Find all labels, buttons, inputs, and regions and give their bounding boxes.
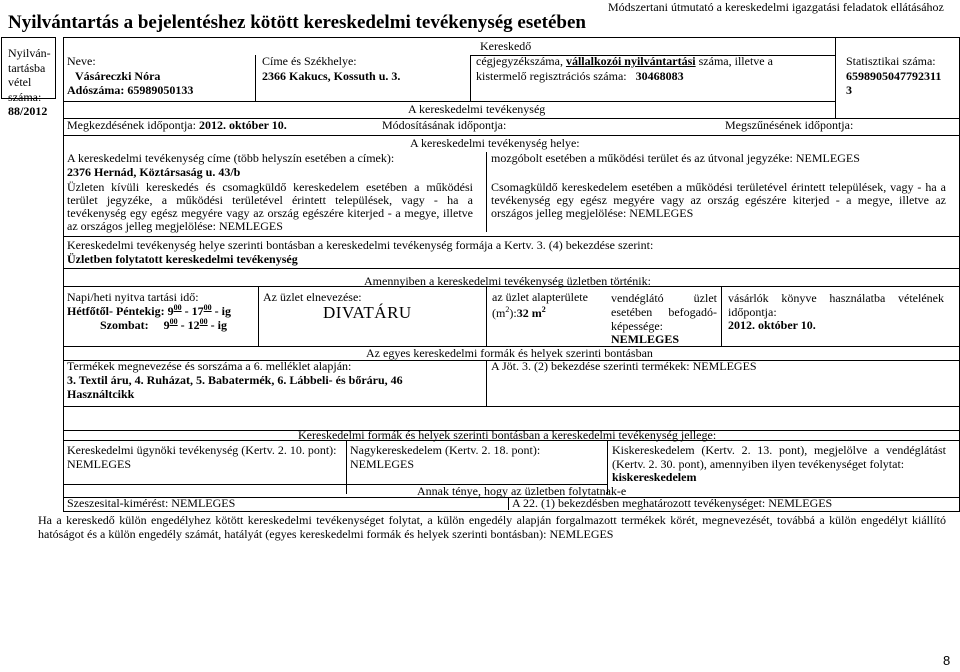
page-title: Nyilvántartás a bejelentéshez kötött kereskedelmi tevékenység esetében bbox=[8, 12, 586, 33]
divider bbox=[64, 406, 959, 407]
shop-area-value: $(m^2):32$ $m^2$ bbox=[492, 305, 546, 320]
products-label: Termékek megnevezése és sorszáma a 6. melléklet alapján: bbox=[67, 359, 352, 373]
opening-hours-saturday: Szombat: $9^{00} - 12^{00}$ - ig bbox=[100, 317, 228, 332]
divider bbox=[470, 55, 471, 101]
divider bbox=[346, 440, 347, 494]
complaint-book-value: 2012. október 10. bbox=[728, 318, 816, 332]
divider bbox=[486, 360, 487, 406]
tax-number: Adószáma: 65989050133 bbox=[67, 83, 194, 97]
a22-activity-text: A 22. (1) bekezdésben meghatározott tevékenységet: NEMLEGES bbox=[512, 496, 833, 510]
shop-area-label: az üzlet alapterülete bbox=[492, 290, 588, 304]
divider bbox=[835, 38, 836, 118]
mail-order-text: Csomagküldő kereskedelem esetében a működési területével érintett települések, vagy - ha a tevékenység egy egész megyére vagy az ország egészére kiterjed - a megye, illetve az országos jelleg megjelölése: NEMLEGES bbox=[491, 180, 946, 220]
catering-capacity-label: vendéglátó üzlet esetében befogadó-képessége: bbox=[611, 291, 717, 333]
mobile-shop-text: mozgóbolt esetében a működési terület és az útvonal jegyzéke: NEMLEGES bbox=[491, 151, 860, 165]
registry-label: Nyilván- tartásba vétel száma: 88/2012 bbox=[8, 46, 51, 118]
stat-value-cont: 3 bbox=[846, 83, 852, 97]
divider bbox=[486, 286, 487, 346]
registration-number: kistermelő regisztrációs száma: 30468083 bbox=[476, 69, 684, 83]
location-address-value: 2376 Hernád, Köztársaság u. 43/b bbox=[67, 165, 241, 179]
trader-section-title: Kereskedő bbox=[480, 39, 532, 53]
trader-name-value: Vásáreczki Nóra bbox=[75, 69, 161, 83]
page-number: 8 bbox=[943, 653, 951, 668]
divider bbox=[64, 268, 959, 269]
address-label: Címe és Székhelye: bbox=[262, 54, 357, 68]
page-subtitle: Módszertani útmutató a kereskedelmi igazgatási feladatok ellátásához bbox=[608, 0, 944, 14]
divider bbox=[255, 55, 256, 101]
divider bbox=[64, 236, 959, 237]
divider bbox=[508, 497, 509, 510]
special-products-text: A Jöt. 3. (2) bekezdése szerinti termékek: NEMLEGES bbox=[491, 359, 757, 373]
end-date-label: Megszűnésének időpontja: bbox=[725, 118, 854, 132]
catering-capacity-value: NEMLEGES bbox=[611, 332, 680, 346]
address-value: 2366 Kakucs, Kossuth u. 3. bbox=[262, 69, 401, 83]
shop-name-value: DIVATÁRU bbox=[323, 303, 412, 322]
shop-section-title: Amennyiben a kereskedelmi tevékenység üzletben történik: bbox=[364, 274, 651, 288]
trade-form-label: Kereskedelmi tevékenység helye szerinti bontásban a kereskedelmi tevékenység formája a Kertv. 3. (4) bekezdése szerint: bbox=[67, 238, 654, 252]
divider bbox=[258, 286, 259, 346]
trade-form-value: Üzletben folytatott kereskedelmi tevékenység bbox=[67, 252, 298, 266]
wholesale-text: Nagykereskedelem (Kertv. 2. 18. pont): NEMLEGES bbox=[350, 443, 541, 471]
products-value: 3. Textil áru, 4. Ruházat, 5. Babatermék, 6. Lábbeli- és bőráru, 46 Használtcikk bbox=[67, 373, 403, 401]
opening-hours-weekday: Hétfőtől- Péntekig: $9^{00} - 17^{00}$ - ig bbox=[67, 303, 231, 318]
retail-text: Kiskereskedelem (Kertv. 2. 13. pont), megjelölve a vendéglátást (Kertv. 2. 30. pont), amennyiben ilyen tevékenységet folytat: bbox=[612, 443, 946, 471]
location-address-label: A kereskedelmi tevékenység címe (több helyszín esetében a címek): bbox=[67, 151, 395, 165]
activity-section-title: A kereskedelmi tevékenység bbox=[408, 102, 546, 116]
alcohol-section-title: Annak ténye, hogy az üzletben folytatnak-e bbox=[417, 484, 627, 498]
divider bbox=[721, 286, 722, 346]
agent-activity-text: Kereskedelmi ügynöki tevékenység (Kertv. 2. 10. pont): NEMLEGES bbox=[67, 443, 337, 471]
character-section-title: Kereskedelmi formák és helyek szerinti bontásban a kereskedelmi tevékenység jellege: bbox=[298, 428, 717, 442]
registry-number: 88/2012 bbox=[8, 104, 48, 118]
stat-value: 6598905047792311 bbox=[846, 69, 942, 83]
outside-trade-text: Üzleten kívüli kereskedés és csomagküldő kereskedelem esetében a működési terület jegyzéke, a működési területével érintett települések, vagy - ha a tevékenység egy egész megyére vagy az ország egészére kiterjed - a megye, illetve az országos jelleg megjelölése: NEMLEGES bbox=[67, 180, 473, 233]
modified-date-label: Módosításának időpontja: bbox=[382, 118, 507, 132]
complaint-book-label: vásárlók könyve használatba vételének időpontja: bbox=[728, 291, 944, 319]
registration-text: cégjegyzékszáma, vállalkozói nyilvántartási száma, illetve a bbox=[476, 54, 773, 68]
alcohol-serving-text: Szeszesital-kimérést: NEMLEGES bbox=[67, 496, 236, 510]
divider bbox=[486, 152, 487, 232]
opening-hours-label: Napi/heti nyitva tartási idő: bbox=[67, 290, 199, 304]
stat-label: Statisztikai száma: bbox=[846, 54, 936, 68]
retail-value: kiskereskedelem bbox=[612, 470, 697, 484]
start-date: Megkezdésének időpontja: 2012. október 10. bbox=[67, 118, 287, 132]
location-section-title: A kereskedelmi tevékenység helye: bbox=[410, 136, 580, 150]
special-permit-text: Ha a kereskedő külön engedélyhez kötött kereskedelmi tevékenységet folytat, a külön engedély alapján forgalmazott termékek körét, megnevezését, továbbá a külön engedélyt kiállító hatóságot és a külön engedély számát, hatályát (egyes kereskedelmi formák és helyek szerinti bontásban): NEMLEGES bbox=[38, 513, 946, 541]
trader-name-label: Neve: bbox=[67, 54, 96, 68]
shop-name-label: Az üzlet elnevezése: bbox=[263, 290, 362, 304]
products-section-title: Az egyes kereskedelmi formák és helyek szerinti bontásban bbox=[366, 346, 653, 360]
